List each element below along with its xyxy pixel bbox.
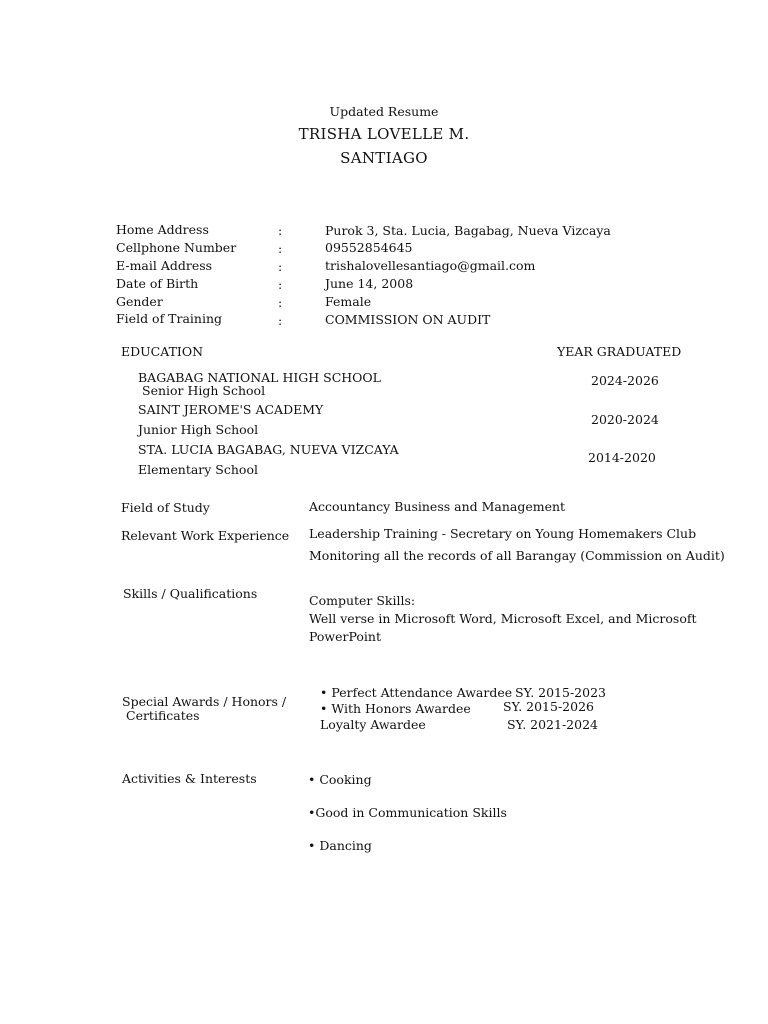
value-gender: Female [325, 294, 372, 309]
school-year: 2020-2024 [591, 412, 659, 427]
separator: : [278, 241, 283, 256]
separator: : [278, 295, 283, 310]
activities-label: Activities & Interests [122, 771, 257, 786]
award-name: Loyalty Awardee [320, 717, 426, 732]
award-year: SY. 2015-2026 [503, 699, 594, 714]
activity-item: •Good in Communication Skills [308, 805, 507, 820]
school-year: 2014-2020 [588, 450, 656, 465]
skills-line: Computer Skills: [309, 593, 416, 608]
school-level: Senior High School [142, 383, 266, 398]
value-home-address: Purok 3, Sta. Lucia, Bagabag, Nueva Vizcaya [325, 223, 611, 238]
separator: : [278, 277, 283, 292]
awards-label-cont: Certificates [126, 708, 200, 723]
activity-item: • Dancing [308, 838, 372, 853]
label-email: E-mail Address [116, 258, 213, 273]
field-of-study-value: Accountancy Business and Management [309, 499, 566, 514]
award-year: SY. 2021-2024 [507, 717, 598, 732]
activity-item: • Cooking [308, 772, 372, 787]
work-experience-item: Leadership Training - Secretary on Young Homemakers Club [309, 526, 697, 541]
label-cellphone: Cellphone Number [116, 240, 237, 255]
work-experience-label: Relevant Work Experience [121, 528, 290, 543]
label-gender: Gender [116, 294, 163, 309]
separator: : [278, 223, 283, 238]
school-name: SAINT JEROME'S ACADEMY [138, 402, 324, 417]
resume-label: Updated Resume [329, 104, 439, 119]
award-name: • With Honors Awardee [320, 701, 471, 716]
label-field-of-training: Field of Training [116, 311, 223, 326]
value-cellphone: 09552854645 [325, 240, 413, 255]
label-date-of-birth: Date of Birth [116, 276, 199, 291]
education-heading: EDUCATION [121, 344, 204, 359]
skills-line: PowerPoint [309, 629, 382, 644]
value-field-of-training: COMMISSION ON AUDIT [325, 312, 491, 327]
separator: : [278, 259, 283, 274]
school-level: Junior High School [138, 422, 259, 437]
school-level: Elementary School [138, 462, 258, 477]
separator: : [278, 313, 283, 328]
school-name: BAGABAG NATIONAL HIGH SCHOOL [138, 370, 381, 385]
awards-label: Special Awards / Honors / [122, 694, 287, 709]
skills-label: Skills / Qualifications [123, 586, 258, 601]
work-experience-item: Monitoring all the records of all Barangay (Commission on Audit) [309, 548, 725, 563]
skills-line: Well verse in Microsoft Word, Microsoft Excel, and Microsoft [309, 611, 697, 626]
field-of-study-label: Field of Study [121, 500, 210, 515]
award-year: SY. 2015-2023 [515, 685, 606, 700]
value-email: trishalovellesantiago@gmail.com [325, 258, 536, 273]
value-date-of-birth: June 14, 2008 [325, 276, 414, 291]
label-home-address: Home Address [116, 222, 209, 237]
year-graduated-heading: YEAR GRADUATED [557, 344, 682, 359]
name-line-2: SANTIAGO [340, 149, 428, 167]
school-year: 2024-2026 [591, 373, 659, 388]
award-name: • Perfect Attendance Awardee [320, 685, 513, 700]
school-name: STA. LUCIA BAGABAG, NUEVA VIZCAYA [138, 442, 399, 457]
name-line-1: TRISHA LOVELLE M. [298, 125, 470, 143]
